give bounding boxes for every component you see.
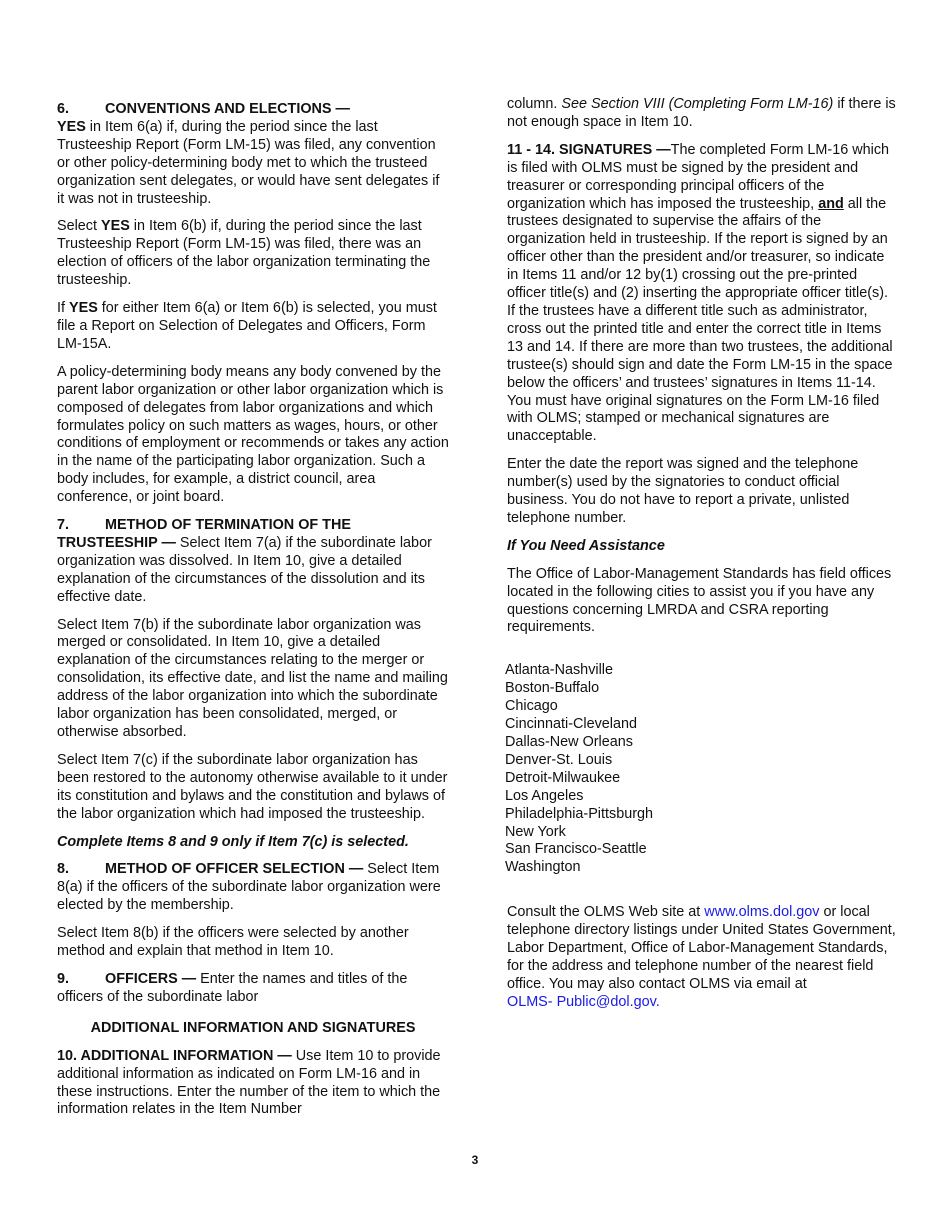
section-9-number: 9. [57,970,70,987]
list-item: San Francisco-Seattle [505,841,647,858]
list-item: Dallas-New Orleans [505,734,633,750]
list-item: Atlanta-Nashville [505,662,613,679]
consult-pre: Consult the OLMS Web site at [507,904,705,921]
section-6-heading [57,101,449,208]
section-7-p1: Select Item 7(a) if the subordinate labor organization was dissolved. In Item 10, give a detailed explanation of the circumstances of the dissolution and its effective date. [57,534,432,605]
and-emphasis: and [818,195,844,212]
list-item: Detroit-Milwaukee [505,769,621,786]
section-6-p3-pre: If [57,300,69,317]
section-10-p1: Use Item 10 to provide additional information as indicated on Form LM-16 and in these instructions. Enter the number of the item to which the information relates in the Item Number [57,1047,441,1118]
section-8-title: METHOD OF OFFICER SELECTION — [105,861,364,878]
section-6-p2 [57,218,449,290]
yes-label: YES [101,218,130,235]
section-11-14-title: 11 - 14. SIGNATURES — [507,141,671,158]
section-9-p1: Enter the names and titles of the officers of the subordinate labor [57,970,408,1005]
items-8-9-note: Complete Items 8 and 9 only if Item 7(c) is selected. [57,833,409,850]
section-7-title: METHOD OF TERMINATION OF THE TRUSTEESHIP — [57,517,351,551]
assistance-heading: If You Need Assistance [507,537,665,554]
assistance-paragraph: The Office of Labor-Management Standards has field offices located in the following cities to assist you if you have any questions concerning LMRDA and CSRA reporting requirements. [507,565,892,636]
continuation-post: if there is not enough space in Item 10. [507,96,896,130]
section-8-heading [57,861,449,915]
section-11-14 [507,142,897,446]
section-9-heading [57,971,449,1007]
section-6-p1: in Item 6(a) if, during the period since the last Trusteeship Report (Form LM-15) was filed, any convention or other policy-determining body met to which the trusteed organization sent delegates, or would have sent delegates if it was not in trusteeship. [57,118,440,207]
section-6-title: CONVENTIONS AND ELECTIONS — [105,101,350,117]
section-reference: See Section VIII (Completing Form LM-16) [561,96,834,112]
consult-mid: or local telephone directory listings under United States Government, Labor Department, Office of Labor-Management Standards, for the address and telephone number of the nearest field office. You may also contact OLMS via email at [507,904,896,992]
section-8-number: 8. [57,861,70,878]
field-office-list [505,662,897,877]
list-item: Cincinnati-Cleveland [505,716,637,733]
olms-website-link[interactable]: www.olms.dol.gov [704,904,820,921]
additional-info-signatures-heading: ADDITIONAL INFORMATION AND SIGNATURES [90,1019,416,1036]
section-6-p2-text: in Item 6(b) if, during the period since the last Trusteeship Report (Form LM-15) was filed, there was an election of officers of the labor organization terminating the trusteeship. [57,218,431,289]
section-7-p2: Select Item 7(b) if the subordinate labor organization was merged or consolidated. In Item 10, give a detailed explanation of the circumstances relating to the merger or consolidation, its effective date, and list the name and mailing address of the labor organization into which the subordinate labor organization has been consolidated, merged, or otherwise absorbed. [57,616,448,740]
section-11-14-p2: Enter the date the report was signed and the telephone number(s) used by the signatories to conduct official business. You do not have to report a private, unlisted telephone number. [507,456,859,526]
section-10-title: 10. ADDITIONAL INFORMATION — [57,1047,292,1064]
section-11-14-p1a: The completed Form LM-16 which is filed with OLMS must be signed by the president and treasurer or corresponding principal officers of the organization which has imposed the trusteeship, [507,141,890,212]
right-column [507,96,897,1022]
list-item: Chicago [505,698,558,715]
section-8-p1: Select Item 8(a) if the officers of the subordinate labor organization were elected by the membership. [57,861,441,914]
list-item: Washington [505,859,581,876]
section-8-p2: Select Item 8(b) if the officers were selected by another method and explain that method in Item 10. [57,925,409,960]
yes-label: YES [57,118,86,135]
consult-paragraph [507,904,897,1011]
section-6-p3 [57,300,449,354]
section-7-heading [57,517,449,607]
section-6-number: 6. [57,101,70,117]
left-column [57,101,449,1129]
continuation-pre: column. [507,96,562,112]
list-item: New York [505,823,566,840]
section-6-p3-text: for either Item 6(a) or Item 6(b) is selected, you must file a Report on Selection of Delegates and Officers, Form LM-15A. [57,300,437,352]
page-number: 3 [471,1153,479,1167]
list-item: Boston-Buffalo [505,680,600,697]
section-9-title: OFFICERS — [105,970,197,987]
section-10 [57,1048,449,1120]
olms-email-link[interactable]: OLMS- Public@dol.gov. [507,993,660,1010]
section-7-number: 7. [57,517,70,534]
section-10-continuation [507,96,897,132]
list-item: Philadelphia-Pittsburgh [505,805,653,822]
yes-label: YES [69,300,98,317]
list-item: Denver-St. Louis [505,751,613,768]
section-6-p2-pre: Select [57,218,101,235]
section-6-p4: A policy-determining body means any body convened by the parent labor organization or other labor organization which is composed of delegates from labor organizations and which formulates policy on such matters as wages, hours, or other conditions of employment or recommends or takes any action in the name of the participating labor organization. Such a body includes, for example, a district council, area conference, or joint board. [57,363,449,506]
list-item: Los Angeles [505,787,584,804]
section-7-p3: Select Item 7(c) if the subordinate labor organization has been restored to the autonomy otherwise available to it under its constitution and bylaws and the constitution and bylaws of the labor organization which had imposed the trusteeship. [57,751,448,822]
section-11-14-p1b: all the trustees designated to supervise the affairs of the organization held in trusteeship. If the report is signed by an officer other than the president and/or treasurer, so indicate in Items 11 and/or 12 by(1) crossing out the pre-printed officer title(s) and (2) inserting the appropriate officer title(s). If the trustees have a different title such as administrator, cross out the printed title and enter the correct title in Items 13 and 14. If there are more than two trustees, the additional trustee(s) should sign and date the Form LM-15 in the space below the officers’ and trustees’ signatures in Items 11-14. You must have original signatures on the Form LM-16 filed with OLMS; stamped or mechanical signatures are unacceptable. [507,195,893,445]
